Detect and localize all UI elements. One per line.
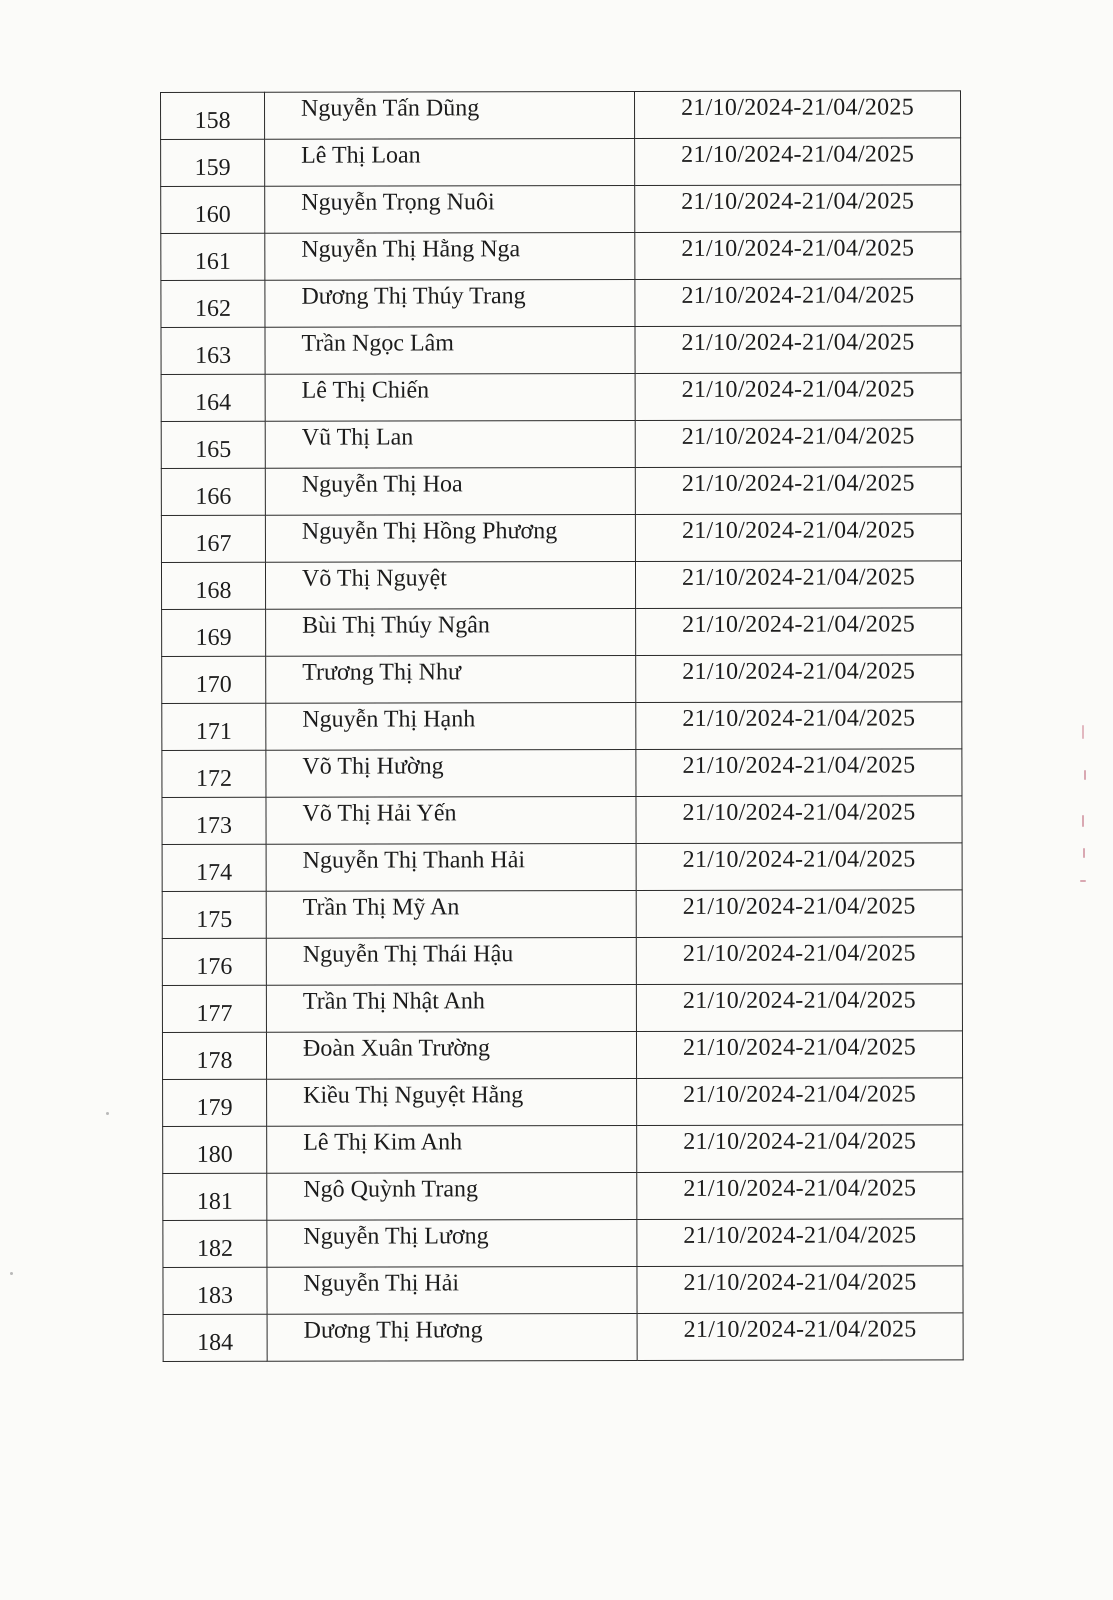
row-number: 174	[162, 844, 266, 891]
row-number: 159	[161, 139, 265, 186]
row-number: 165	[161, 421, 265, 468]
row-number: 184	[163, 1314, 267, 1361]
table-row	[161, 91, 961, 140]
date-range: 21/10/2024-21/04/2025	[636, 937, 962, 985]
person-name: Trương Thị Như	[266, 656, 636, 704]
row-number: 181	[163, 1173, 267, 1220]
row-number: 177	[162, 985, 266, 1032]
table-row	[163, 1266, 963, 1315]
scan-speck	[106, 1112, 109, 1115]
person-name: Ngô Quỳnh Trang	[267, 1173, 637, 1221]
person-name: Nguyễn Thị Thanh Hải	[266, 844, 636, 892]
row-number: 160	[161, 186, 265, 233]
person-name: Võ Thị Nguyệt	[265, 562, 635, 610]
person-name: Trần Thị Nhật Anh	[266, 985, 636, 1033]
row-number: 182	[163, 1220, 267, 1267]
date-range: 21/10/2024-21/04/2025	[635, 373, 961, 421]
row-number: 172	[162, 750, 266, 797]
scan-speck	[10, 1272, 13, 1275]
person-name: Nguyễn Thị Thái Hậu	[266, 938, 636, 986]
table-row	[162, 937, 962, 986]
person-name: Nguyễn Trọng Nuôi	[265, 186, 635, 234]
person-name: Lê Thị Loan	[265, 139, 635, 187]
row-number: 183	[163, 1267, 267, 1314]
date-range: 21/10/2024-21/04/2025	[637, 1078, 963, 1126]
scan-speck	[1082, 725, 1084, 739]
table-row	[161, 514, 961, 563]
table-row	[161, 373, 961, 422]
table-row	[161, 138, 961, 187]
date-range: 21/10/2024-21/04/2025	[635, 326, 961, 374]
person-name: Nguyễn Thị Hoa	[265, 468, 635, 516]
table-row	[162, 608, 962, 657]
roster-table	[160, 90, 964, 1362]
date-range: 21/10/2024-21/04/2025	[636, 984, 962, 1032]
date-range: 21/10/2024-21/04/2025	[636, 749, 962, 797]
row-number: 164	[161, 374, 265, 421]
table-row	[162, 984, 962, 1033]
row-number: 173	[162, 797, 266, 844]
table-row	[163, 1125, 963, 1174]
table-row	[161, 279, 961, 328]
date-range: 21/10/2024-21/04/2025	[635, 514, 961, 562]
scan-speck	[1084, 770, 1086, 780]
date-range: 21/10/2024-21/04/2025	[635, 279, 961, 327]
person-name: Đoàn Xuân Trường	[266, 1032, 636, 1080]
person-name: Trần Ngọc Lâm	[265, 327, 635, 375]
row-number: 171	[162, 703, 266, 750]
row-number: 162	[161, 280, 265, 327]
table-row	[163, 1219, 963, 1268]
date-range: 21/10/2024-21/04/2025	[636, 655, 962, 703]
date-range: 21/10/2024-21/04/2025	[636, 843, 962, 891]
person-name: Võ Thị Hải Yến	[266, 797, 636, 845]
row-number: 175	[162, 891, 266, 938]
person-name: Trần Thị Mỹ An	[266, 891, 636, 939]
date-range: 21/10/2024-21/04/2025	[636, 796, 962, 844]
scan-speck	[1082, 815, 1084, 827]
table-row	[162, 890, 962, 939]
row-number: 161	[161, 233, 265, 280]
row-number: 169	[162, 609, 266, 656]
row-number: 167	[161, 515, 265, 562]
person-name: Vũ Thị Lan	[265, 421, 635, 469]
person-name: Nguyễn Thị Lương	[267, 1220, 637, 1268]
date-range: 21/10/2024-21/04/2025	[637, 1313, 963, 1361]
person-name: Nguyễn Tấn Dũng	[265, 92, 635, 140]
date-range: 21/10/2024-21/04/2025	[637, 1172, 963, 1220]
table-row	[162, 655, 962, 704]
person-name: Nguyễn Thị Hằng Nga	[265, 233, 635, 281]
row-number: 166	[161, 468, 265, 515]
table-row	[161, 467, 961, 516]
person-name: Lê Thị Chiến	[265, 374, 635, 422]
scan-speck	[1083, 848, 1085, 858]
person-name: Nguyễn Thị Hải	[267, 1267, 637, 1315]
table-row	[162, 843, 962, 892]
person-name: Nguyễn Thị Hạnh	[266, 703, 636, 751]
date-range: 21/10/2024-21/04/2025	[635, 561, 961, 609]
table-row	[162, 749, 962, 798]
table-row	[161, 232, 961, 281]
table-row	[163, 1078, 963, 1127]
person-name: Võ Thị Hường	[266, 750, 636, 798]
date-range: 21/10/2024-21/04/2025	[637, 1266, 963, 1314]
table-row	[161, 561, 961, 610]
date-range: 21/10/2024-21/04/2025	[637, 1219, 963, 1267]
row-number: 176	[162, 938, 266, 985]
table-row	[163, 1313, 963, 1362]
table-row	[163, 1172, 963, 1221]
table-row	[161, 420, 961, 469]
row-number: 170	[162, 656, 266, 703]
person-name: Bùi Thị Thúy Ngân	[266, 609, 636, 657]
table-row	[162, 1031, 962, 1080]
row-number: 179	[163, 1079, 267, 1126]
date-range: 21/10/2024-21/04/2025	[635, 138, 961, 186]
date-range: 21/10/2024-21/04/2025	[635, 420, 961, 468]
date-range: 21/10/2024-21/04/2025	[635, 185, 961, 233]
row-number: 163	[161, 327, 265, 374]
person-name: Lê Thị Kim Anh	[267, 1126, 637, 1174]
person-name: Dương Thị Thúy Trang	[265, 280, 635, 328]
row-number: 168	[161, 562, 265, 609]
date-range: 21/10/2024-21/04/2025	[635, 232, 961, 280]
roster-table-body	[161, 91, 964, 1362]
table-row	[161, 326, 961, 375]
date-range: 21/10/2024-21/04/2025	[636, 608, 962, 656]
date-range: 21/10/2024-21/04/2025	[635, 467, 961, 515]
date-range: 21/10/2024-21/04/2025	[636, 1031, 962, 1079]
table-row	[162, 702, 962, 751]
row-number: 178	[162, 1032, 266, 1079]
date-range: 21/10/2024-21/04/2025	[637, 1125, 963, 1173]
row-number: 158	[161, 92, 265, 139]
row-number: 180	[163, 1126, 267, 1173]
scan-speck	[1080, 880, 1086, 882]
person-name: Dương Thị Hương	[267, 1314, 637, 1362]
date-range: 21/10/2024-21/04/2025	[636, 890, 962, 938]
table-row	[161, 185, 961, 234]
date-range: 21/10/2024-21/04/2025	[635, 91, 961, 139]
person-name: Nguyễn Thị Hồng Phương	[265, 515, 635, 563]
person-name: Kiều Thị Nguyệt Hằng	[267, 1079, 637, 1127]
date-range: 21/10/2024-21/04/2025	[636, 702, 962, 750]
table-row	[162, 796, 962, 845]
